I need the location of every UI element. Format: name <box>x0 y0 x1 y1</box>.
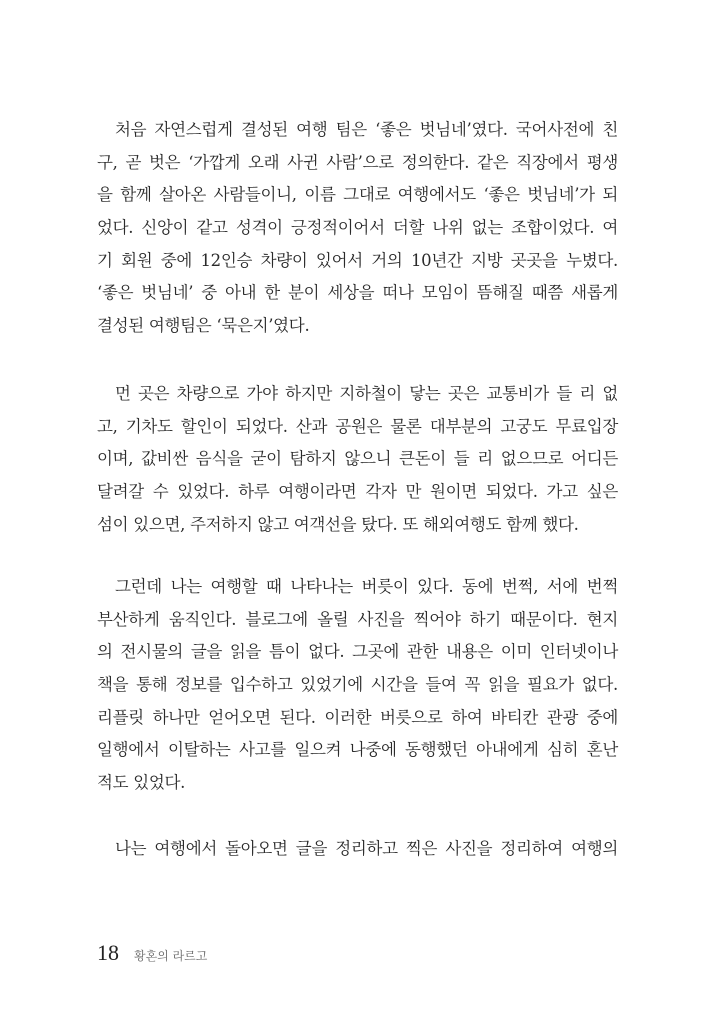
text-line: 그런데 나는 여행할 때 나타나는 버릇이 있다. 동에 번쩍, 서에 번쩍 <box>115 577 618 596</box>
paragraph-4 <box>97 833 618 866</box>
text-line: 처음 자연스럽게 결성된 여행 팀은 ‘좋은 벗님네’였다. 국어사전에 친 <box>115 120 618 139</box>
text-line: 이며, 값비싼 음식을 굳이 탐하지 않으니 큰돈이 들 리 없으므로 어디든 <box>97 449 618 469</box>
text-line: 책을 통해 정보를 입수하고 있었기에 시간을 들여 꼭 읽을 필요가 없다. <box>97 675 618 695</box>
book-title: 황혼의 라르고 <box>134 949 208 963</box>
text-line: 나는 여행에서 돌아오면 글을 정리하고 찍은 사진을 정리하여 여행의 <box>115 839 618 858</box>
text-line: 먼 곳은 차량으로 가야 하지만 지하철이 닿는 곳은 교통비가 들 리 없 <box>115 384 618 403</box>
text-line: 리플릿 하나만 얻어오면 된다. 이러한 버릇으로 하여 바티칸 관광 중에 <box>97 707 618 727</box>
text-line: 섬이 있으면, 주저하지 않고 여객선을 탔다. 또 해외여행도 함께 했다. <box>97 514 579 534</box>
paragraph-2 <box>97 378 618 541</box>
text-line: 의 전시물의 글을 읽을 틈이 없다. 그곳에 관한 내용은 이미 인터넷이나 <box>97 642 618 662</box>
text-line: 고, 기차도 할인이 되었다. 산과 공원은 물론 대부분의 고궁도 무료입장 <box>97 416 618 436</box>
text-line: 적도 있었다. <box>97 773 186 793</box>
text-line: 었다. 신앙이 같고 성격이 긍정적이어서 더할 나위 없는 조합이었다. 여 <box>97 218 618 238</box>
page-number: 18 <box>97 940 119 965</box>
text-line: ‘좋은 벗님네’ 중 아내 한 분이 세상을 떠나 모임이 뜸해질 때쯤 새롭게 <box>97 283 618 303</box>
text-line: 을 함께 살아온 사람들이니, 이름 그대로 여행에서도 ‘좋은 벗님네’가 되 <box>97 185 618 205</box>
text-line: 일행에서 이탈하는 사고를 일으켜 나중에 동행했던 아내에게 심히 혼난 <box>97 740 618 760</box>
text-line: 달려갈 수 있었다. 하루 여행이라면 각자 만 원이면 되었다. 가고 싶은 <box>97 482 618 502</box>
text-line: 구, 곧 벗은 ‘가깝게 오래 사귄 사람’으로 정의한다. 같은 직장에서 평생 <box>97 152 618 172</box>
paragraph-3 <box>97 571 618 800</box>
page-footer <box>97 940 207 966</box>
text-line: 결성된 여행팀은 ‘묵은지’였다. <box>97 316 310 336</box>
text-line: 부산하게 움직인다. 블로그에 올릴 사진을 찍어야 하기 때문이다. 현지 <box>97 609 618 629</box>
text-line: 기 회원 중에 12인승 차량이 있어서 거의 10년간 지방 곳곳을 누볐다. <box>97 250 618 270</box>
paragraph-1 <box>97 114 618 343</box>
